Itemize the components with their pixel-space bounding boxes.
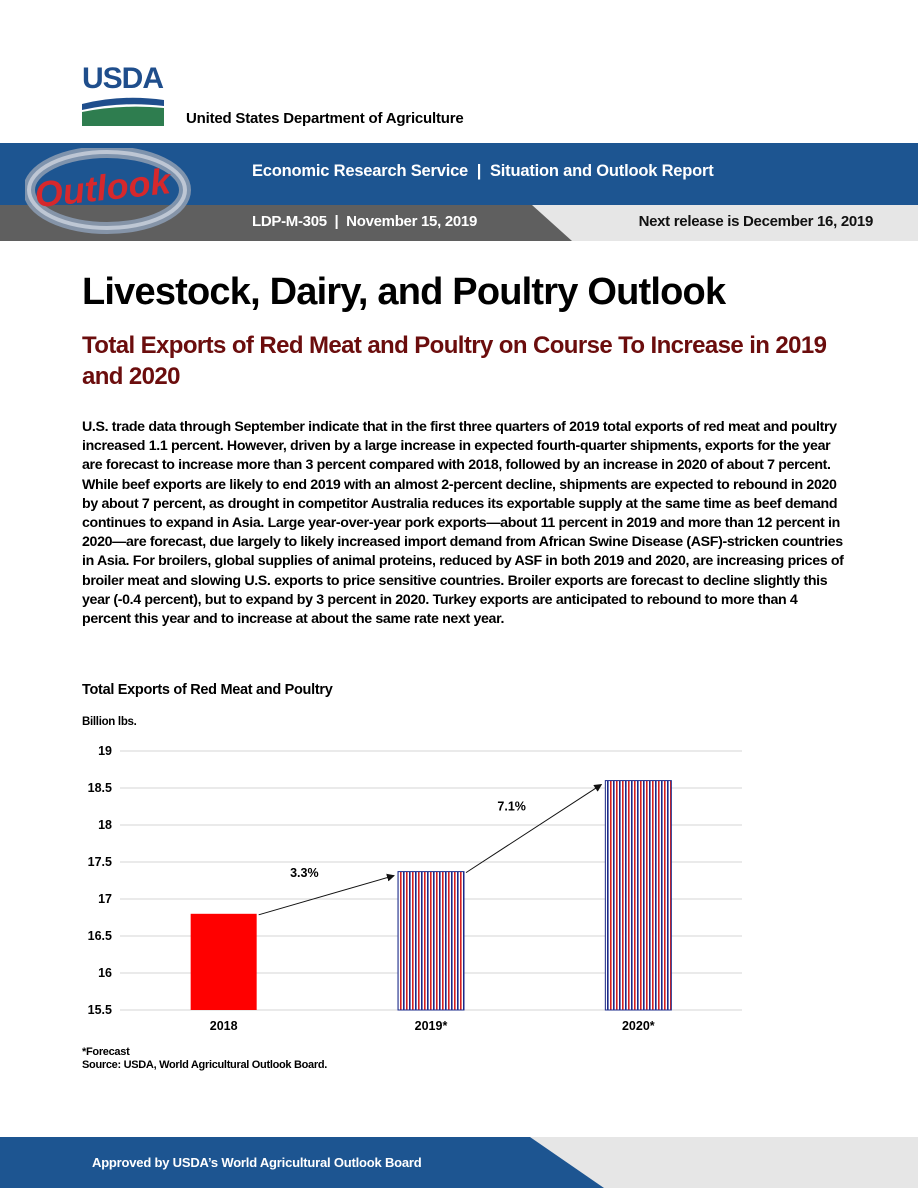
y-tick-label: 18.5 xyxy=(87,781,112,795)
forecast-note: *Forecast xyxy=(82,1046,130,1058)
source-note: Source: USDA, World Agricultural Outlook Board. xyxy=(82,1059,328,1071)
next-release: Next release is December 16, 2019 xyxy=(638,213,873,230)
y-tick-label: 16 xyxy=(98,966,112,980)
agency-name: United States Department of Agriculture xyxy=(186,110,464,127)
page-title: Livestock, Dairy, and Poultry Outlook xyxy=(82,271,726,313)
usda-logo xyxy=(82,62,164,128)
growth-label: 7.1% xyxy=(497,799,526,814)
page-subtitle: Total Exports of Red Meat and Poultry on Course To Increase in 2019 and 2020 xyxy=(82,332,827,390)
x-tick-label: 2018 xyxy=(209,1019,238,1033)
x-tick-label: 2019* xyxy=(414,1019,448,1033)
y-tick-label: 18 xyxy=(98,818,112,832)
y-tick-label: 19 xyxy=(98,744,112,758)
y-tick-label: 15.5 xyxy=(87,1003,112,1017)
report-number-date: LDP-M-305 | November 15, 2019 xyxy=(252,213,477,230)
usda-logo-mark xyxy=(82,96,164,126)
outlook-badge xyxy=(25,148,200,238)
x-tick-label: 2020* xyxy=(621,1019,655,1033)
growth-arrow xyxy=(466,785,601,873)
bar-2020 xyxy=(605,781,671,1010)
bar-2018 xyxy=(191,914,257,1010)
y-tick-label: 16.5 xyxy=(87,929,112,943)
usda-wordmark: USDA xyxy=(82,62,164,95)
chart-footnote xyxy=(82,1046,327,1072)
summary-paragraph: U.S. trade data through September indicate that in the first three quarters of 2019 total exports of red meat and poultry increased 1.1 percent. However, driven by a large increase in expected fourth-quarter shipments, exports for the year are forecast to increase more than 3 percent compared with 2018, followed by an increase in 2020 of about 7 percent. While beef exports are likely to end 2019 with an almost 2-percent decline, shipments are expected to rebound in 2020 by about 7 percent, as drought in competitor Australia reduces its exportable supply at the same time as beef demand continues to expand in Asia. Large year-over-year pork exports—about 11 percent in 2019 and more than 12 percent in 2020—are forecast, due largely to likely increased import demand from African Swine Disease (ASF)-stricken countries in Asia. For broilers, global supplies of animal proteins, reduced by ASF in both 2019 and 2020, are increasing prices of broiler meat and slowing U.S. exports to price sensitive countries. Broiler exports are forecast to decline slightly this year (-0.4 percent), but to expand by 3 percent in 2020. Turkey exports are anticipated to rebound to more than 4 percent this year and to increase at about the same rate next year. xyxy=(82,419,844,628)
chart-title: Total Exports of Red Meat and Poultry xyxy=(82,682,333,698)
service-line: Economic Research Service | Situation and Outlook Report xyxy=(252,162,714,180)
y-tick-label: 17 xyxy=(98,892,112,906)
growth-label: 3.3% xyxy=(290,866,319,881)
y-tick-label: 17.5 xyxy=(87,855,112,869)
y-axis-label: Billion lbs. xyxy=(82,716,137,728)
bar-chart xyxy=(70,705,770,1035)
footer-text: Approved by USDA’s World Agricultural Outlook Board xyxy=(92,1155,422,1170)
bar-2019 xyxy=(398,872,464,1010)
growth-arrow xyxy=(259,876,394,915)
outlook-badge-text: Outlook xyxy=(32,160,173,216)
